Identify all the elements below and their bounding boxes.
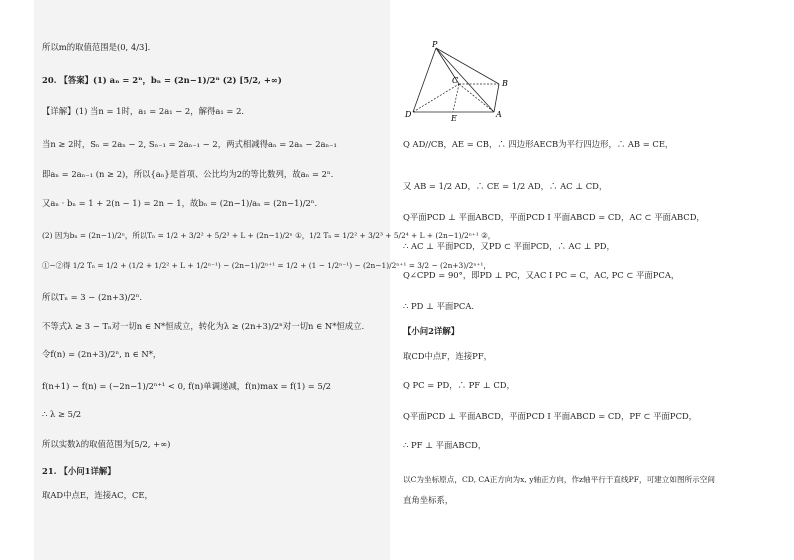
label-c: C [452, 76, 459, 85]
right-column [400, 0, 772, 560]
text-line-4: 当n ≥ 2时，Sₙ = 2aₙ − 2, Sₙ₋₁ = 2aₙ₋₁ − 2，两式相减得aₙ = 2aₙ − 2aₙ₋₁ [42, 139, 337, 149]
answer-heading-20: 20. 【答案】(1) aₙ = 2ⁿ，bₙ = (2n−1)/2ⁿ (2) [5/2, +∞) [42, 75, 282, 85]
pyramid-diagram [403, 40, 533, 122]
right-line-1: Q AD//CB，AE = CB，∴ 四边形AECB为平行四边形，∴ AB = CE， [403, 139, 674, 149]
text-line-6: 又aₙ · bₙ = 1 + 2(n − 1) = 2n − 1，故bₙ = (2n−1)/aₙ = (2n−1)/2ⁿ. [42, 198, 318, 208]
right-line-5: Q∠CPD = 90°，即PD ⊥ PC，又AC I PC = C，AC, PC ⊂ 平面PCA， [403, 270, 680, 280]
right-line-4: ∴ AC ⊥ 平面PCD，又PD ⊂ 平面PCD，∴ AC ⊥ PD， [403, 241, 615, 251]
text-line-13: ∴ λ ≥ 5/2 [42, 409, 82, 419]
label-b: B [502, 79, 508, 88]
label-e: E [451, 114, 457, 122]
text-line-16: 取AD中点E，连接AC，CE， [42, 490, 153, 500]
text-line-11: 令f(n) = (2n+3)/2ⁿ, n ∈ N*， [42, 349, 162, 359]
right-line-13: 直角坐标系， [403, 495, 454, 505]
label-d: D [405, 110, 412, 119]
right-line-3: Q平面PCD ⊥ 平面ABCD，平面PCD I 平面ABCD = CD，AC ⊂ 平面ABCD， [403, 212, 705, 222]
text-line-10: 不等式λ ≥ 3 − Tₙ对一切n ∈ N*恒成立，转化为λ ≥ (2n+3)/2ⁿ对一切n ∈ N*恒成立. [42, 321, 365, 331]
text-line-5: 即aₙ = 2aₙ₋₁ (n ≥ 2)，所以{aₙ}是首项、公比均为2的等比数列，故aₙ = 2ⁿ. [42, 169, 334, 179]
text-line-14: 所以实数λ的取值范围为[5/2, +∞) [42, 439, 171, 449]
right-line-6: ∴ PD ⊥ 平面PCA. [403, 301, 475, 311]
right-line-12: 以C为坐标原点，CD, CA正方向为x, y轴正方向，作z轴平行于直线PF，可建立如图所示空间 [403, 475, 715, 484]
right-line-9: Q PC = PD，∴ PF ⊥ CD， [403, 380, 515, 390]
text-line-7: (2) 因为bₙ = (2n−1)/2ⁿ，所以Tₙ = 1/2 + 3/2² + 5/2³ + L + (2n−1)/2ⁿ ①，1/2 Tₙ = 1/2² + 3/2³ + 5/2⁴ + L + (2n−1)/2ⁿ⁺¹ ②， [42, 231, 496, 240]
label-p: P [432, 40, 438, 49]
text-line-3: 【详解】(1) 当n = 1时，a₁ = 2a₁ − 2，解得a₁ = 2. [42, 106, 245, 116]
answer-heading-21: 21. 【小问1详解】 [42, 466, 116, 476]
right-line-11: ∴ PF ⊥ 平面ABCD， [403, 440, 487, 450]
right-line-8: 取CD中点F，连接PF， [403, 351, 493, 361]
right-line-2: 又 AB = 1/2 AD，∴ CE = 1/2 AD，∴ AC ⊥ CD， [403, 181, 608, 191]
text-line-1: 所以m的取值范围是(0, 4/3]. [42, 42, 151, 52]
right-subheading: 【小问2详解】 [403, 326, 460, 336]
right-line-10: Q平面PCD ⊥ 平面ABCD，平面PCD I 平面ABCD = CD，PF ⊂ 平面PCD， [403, 411, 698, 421]
text-line-8: ①−②得 1/2 Tₙ = 1/2 + (1/2 + 1/2² + L + 1/2ⁿ⁻¹) − (2n−1)/2ⁿ⁺¹ = 1/2 + (1 − 1/2ⁿ⁻¹) − (2n−1)/2ⁿ⁺¹ = 3/2 − (2n+3)/2ⁿ⁺¹， [42, 261, 491, 270]
geometry-figure [403, 40, 533, 122]
text-line-9: 所以Tₙ = 3 − (2n+3)/2ⁿ. [42, 292, 143, 302]
text-line-12: f(n+1) − f(n) = (−2n−1)/2ⁿ⁺¹ < 0, f(n)单调递减，f(n)max = f(1) = 5/2 [42, 381, 331, 391]
label-a: A [496, 110, 502, 119]
